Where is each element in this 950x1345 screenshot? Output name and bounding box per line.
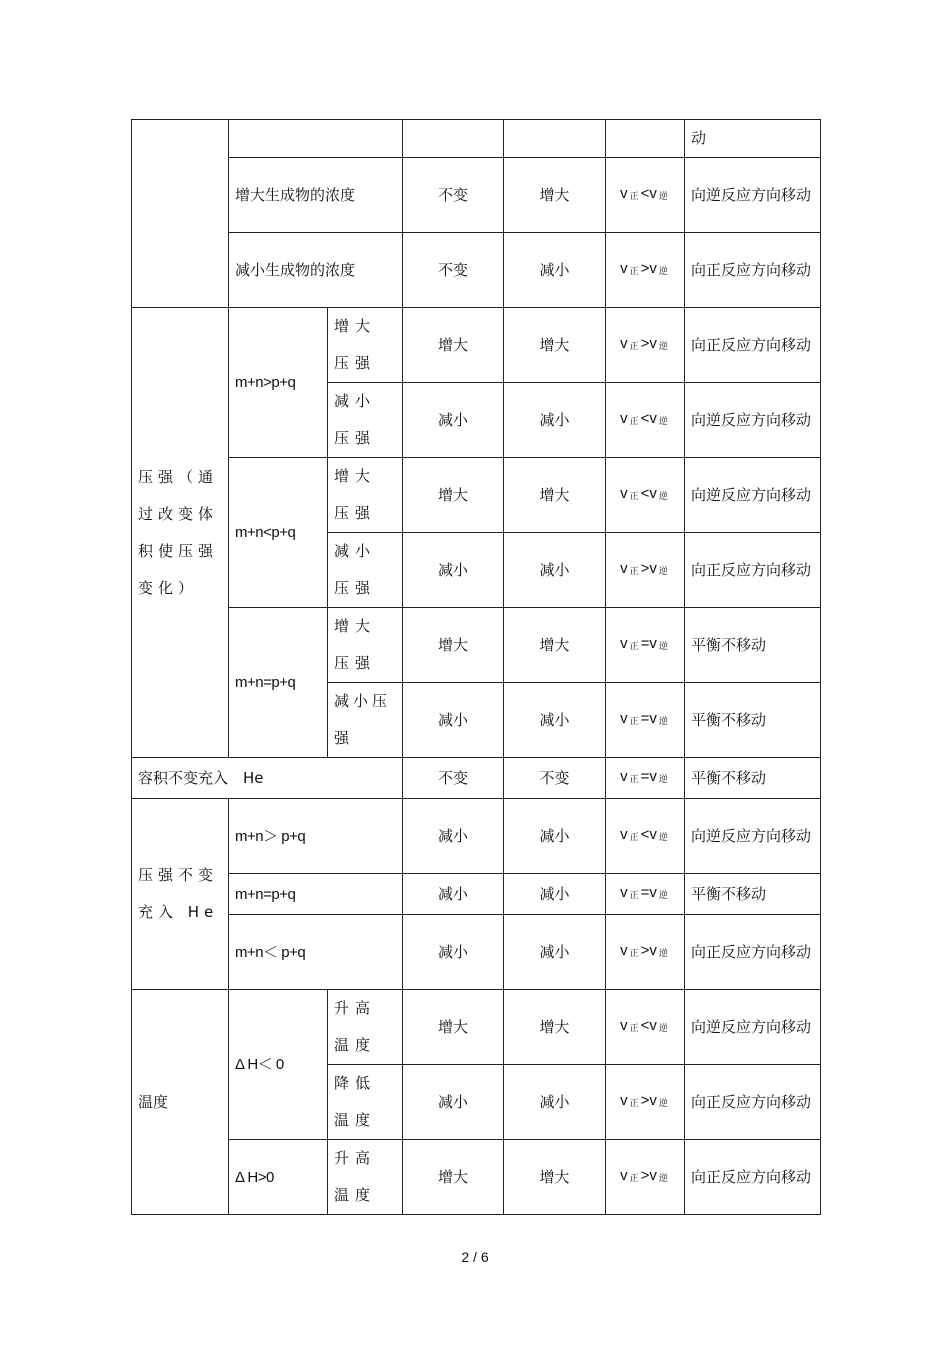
action-cell: 升高温度 — [328, 990, 403, 1065]
table-row — [132, 799, 821, 874]
forward-rate-cell: 不变 — [403, 758, 504, 799]
forward-rate-cell: 减小 — [403, 1065, 504, 1140]
result-cell: 平衡不移动 — [685, 758, 821, 799]
rate-relation-cell: v 正 >v 逆 — [606, 308, 685, 383]
action-cell: 增大压强 — [328, 608, 403, 683]
rate-relation-cell: v 正 =v 逆 — [606, 608, 685, 683]
rate-relation-cell: v 正 >v 逆 — [606, 1140, 685, 1215]
result-cell: 向正反应方向移动 — [685, 308, 821, 383]
forward-rate-cell: 减小 — [403, 874, 504, 915]
forward-rate-cell: 增大 — [403, 608, 504, 683]
forward-rate-cell: 不变 — [403, 233, 504, 308]
result-cell: 向正反应方向移动 — [685, 533, 821, 608]
result-cell: 向逆反应方向移动 — [685, 158, 821, 233]
reverse-subscript: 逆 — [658, 832, 668, 842]
forward-rate-cell: 增大 — [403, 990, 504, 1065]
action-cell: 增大压强 — [328, 308, 403, 383]
result-cell: 向正反应方向移动 — [685, 1065, 821, 1140]
table-row — [132, 758, 821, 799]
reverse-rate-cell: 减小 — [504, 533, 606, 608]
relation-operator: = — [640, 635, 650, 652]
forward-rate-cell: 增大 — [403, 308, 504, 383]
reverse-subscript: 逆 — [658, 566, 668, 576]
condition-cell-constant-volume: 容积不变充入 He — [132, 758, 403, 799]
forward-subscript: 正 — [629, 341, 639, 351]
result-cell: 向正反应方向移动 — [685, 915, 821, 990]
reverse-subscript: 逆 — [658, 716, 668, 726]
reverse-subscript: 逆 — [658, 191, 668, 201]
category-cell-temperature: 温度 — [132, 990, 229, 1215]
forward-rate-cell: 增大 — [403, 1140, 504, 1215]
reverse-rate-cell: 增大 — [504, 458, 606, 533]
condition-cell: Δ H>0 — [229, 1140, 328, 1215]
forward-subscript: 正 — [629, 890, 639, 900]
rate-relation-cell: v 正 <v 逆 — [606, 158, 685, 233]
rate-relation-cell: v 正 <v 逆 — [606, 458, 685, 533]
forward-rate-cell: 增大 — [403, 458, 504, 533]
rate-relation-cell: v 正 >v 逆 — [606, 233, 685, 308]
table-row — [132, 608, 821, 683]
reverse-subscript: 逆 — [658, 1023, 668, 1033]
reverse-rate-cell: 增大 — [504, 608, 606, 683]
relation-operator: > — [640, 260, 650, 277]
reverse-rate-cell: 减小 — [504, 874, 606, 915]
reverse-subscript: 逆 — [658, 416, 668, 426]
reverse-subscript: 逆 — [658, 774, 668, 784]
forward-subscript: 正 — [629, 948, 639, 958]
action-cell: 降低温度 — [328, 1065, 403, 1140]
relation-operator: > — [640, 1092, 650, 1109]
forward-rate-cell: 不变 — [403, 158, 504, 233]
table-row — [132, 158, 821, 233]
result-cell: 向逆反应方向移动 — [685, 383, 821, 458]
result-cell: 动 — [685, 120, 821, 158]
reverse-subscript: 逆 — [658, 341, 668, 351]
forward-subscript: 正 — [629, 641, 639, 651]
forward-subscript: 正 — [629, 1098, 639, 1108]
table-row — [132, 990, 821, 1065]
forward-subscript: 正 — [629, 774, 639, 784]
reverse-rate-cell: 减小 — [504, 915, 606, 990]
action-cell: 减小压强 — [328, 533, 403, 608]
result-cell: 向逆反应方向移动 — [685, 458, 821, 533]
result-cell: 向正反应方向移动 — [685, 1140, 821, 1215]
relation-operator: > — [640, 1167, 650, 1184]
forward-rate-cell: 减小 — [403, 533, 504, 608]
forward-subscript: 正 — [629, 191, 639, 201]
relation-operator: > — [640, 560, 650, 577]
reverse-rate-cell: 增大 — [504, 158, 606, 233]
forward-subscript: 正 — [629, 716, 639, 726]
reverse-subscript: 逆 — [658, 890, 668, 900]
rate-relation-cell: v 正 =v 逆 — [606, 683, 685, 758]
forward-rate-cell: 减小 — [403, 799, 504, 874]
forward-subscript: 正 — [629, 832, 639, 842]
reverse-rate-cell: 减小 — [504, 683, 606, 758]
relation-operator: < — [640, 485, 650, 502]
reverse-subscript: 逆 — [658, 1098, 668, 1108]
forward-rate-cell: 减小 — [403, 383, 504, 458]
condition-cell: m+n<p+q — [229, 458, 328, 608]
table-row — [132, 1140, 821, 1215]
relation-operator: < — [640, 1017, 650, 1034]
reverse-subscript: 逆 — [658, 948, 668, 958]
forward-subscript: 正 — [629, 1023, 639, 1033]
reverse-rate-cell: 减小 — [504, 233, 606, 308]
table-row — [132, 458, 821, 533]
condition-cell: m+n=p+q — [229, 608, 328, 758]
equilibrium-shift-table — [131, 119, 821, 1215]
condition-cell: m+n＜ p+q — [229, 915, 403, 990]
result-cell: 向逆反应方向移动 — [685, 990, 821, 1065]
reverse-rate-cell — [504, 120, 606, 158]
table-row — [132, 233, 821, 308]
category-cell-pressure: 压强（通过改变体积使压强变化） — [132, 308, 229, 758]
action-cell: 升高温度 — [328, 1140, 403, 1215]
relation-operator: < — [640, 185, 650, 202]
condition-cell: Δ H＜ 0 — [229, 990, 328, 1140]
reverse-subscript: 逆 — [658, 1173, 668, 1183]
rate-relation-cell: v 正 <v 逆 — [606, 383, 685, 458]
action-cell: 减小压强 — [328, 383, 403, 458]
page-number: 2 / 6 — [461, 1249, 489, 1265]
condition-cell: m+n=p+q — [229, 874, 403, 915]
relation-operator: > — [640, 335, 650, 352]
forward-subscript: 正 — [629, 266, 639, 276]
action-cell: 减小压强 — [328, 683, 403, 758]
forward-rate-cell: 减小 — [403, 915, 504, 990]
result-cell: 平衡不移动 — [685, 608, 821, 683]
cause-cell: 增大生成物的浓度 — [229, 158, 403, 233]
reverse-rate-cell: 增大 — [504, 990, 606, 1065]
reverse-subscript: 逆 — [658, 641, 668, 651]
relation-operator: = — [640, 884, 650, 901]
reverse-rate-cell: 增大 — [504, 1140, 606, 1215]
reverse-subscript: 逆 — [658, 491, 668, 501]
action-cell: 增大压强 — [328, 458, 403, 533]
rate-relation-cell — [606, 120, 685, 158]
result-cell: 向逆反应方向移动 — [685, 799, 821, 874]
rate-relation-cell: v 正 =v 逆 — [606, 758, 685, 799]
relation-operator: > — [640, 942, 650, 959]
rate-relation-cell: v 正 <v 逆 — [606, 799, 685, 874]
result-cell: 平衡不移动 — [685, 683, 821, 758]
cause-cell — [229, 120, 403, 158]
rate-relation-cell: v 正 >v 逆 — [606, 915, 685, 990]
rate-relation-cell: v 正 >v 逆 — [606, 533, 685, 608]
relation-operator: = — [640, 710, 650, 727]
reverse-rate-cell: 减小 — [504, 383, 606, 458]
rate-relation-cell: v 正 =v 逆 — [606, 874, 685, 915]
forward-rate-cell — [403, 120, 504, 158]
rate-relation-cell: v 正 >v 逆 — [606, 1065, 685, 1140]
category-cell-constant-pressure: 压强不变充入 He — [132, 799, 229, 990]
reverse-rate-cell: 减小 — [504, 799, 606, 874]
cause-cell: 减小生成物的浓度 — [229, 233, 403, 308]
forward-subscript: 正 — [629, 416, 639, 426]
category-cell-concentration — [132, 120, 229, 308]
table-row — [132, 120, 821, 158]
relation-operator: < — [640, 826, 650, 843]
table-row — [132, 874, 821, 915]
table-row — [132, 308, 821, 383]
rate-relation-cell: v 正 <v 逆 — [606, 990, 685, 1065]
relation-operator: < — [640, 410, 650, 427]
reverse-rate-cell: 不变 — [504, 758, 606, 799]
result-cell: 向正反应方向移动 — [685, 233, 821, 308]
forward-subscript: 正 — [629, 491, 639, 501]
condition-cell: m+n>p+q — [229, 308, 328, 458]
forward-subscript: 正 — [629, 1173, 639, 1183]
forward-rate-cell: 减小 — [403, 683, 504, 758]
forward-subscript: 正 — [629, 566, 639, 576]
reverse-rate-cell: 增大 — [504, 308, 606, 383]
relation-operator: = — [640, 768, 650, 785]
reverse-rate-cell: 减小 — [504, 1065, 606, 1140]
table-row — [132, 915, 821, 990]
condition-cell: m+n＞ p+q — [229, 799, 403, 874]
result-cell: 平衡不移动 — [685, 874, 821, 915]
reverse-subscript: 逆 — [658, 266, 668, 276]
